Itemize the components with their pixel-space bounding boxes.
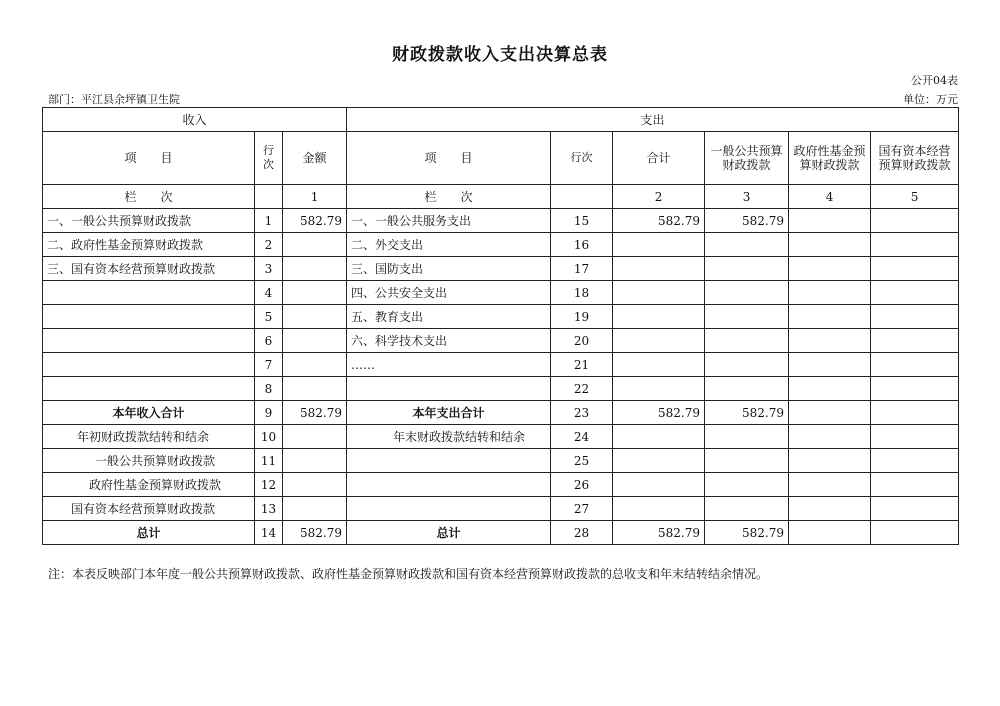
expense-line-cell: 26	[551, 473, 613, 497]
general-budget-cell	[705, 305, 789, 329]
general-budget-cell	[705, 329, 789, 353]
expense-col-index-label: 栏 次	[347, 185, 551, 209]
income-line-cell: 8	[255, 377, 283, 401]
table-row	[43, 233, 959, 257]
income-line-cell: 10	[255, 425, 283, 449]
general-budget-cell: 582.79	[705, 521, 789, 545]
expense-line-cell: 18	[551, 281, 613, 305]
income-item-cell: 本年收入合计	[43, 401, 255, 425]
soe-budget-cell	[871, 353, 959, 377]
income-amount-cell	[283, 329, 347, 353]
expense-item-cell: ……	[347, 353, 551, 377]
column-index-row	[43, 185, 959, 209]
header-row-sections	[43, 108, 959, 132]
income-item-cell: 政府性基金预算财政拨款	[43, 473, 255, 497]
soe-budget-cell	[871, 425, 959, 449]
soe-budget-cell	[871, 377, 959, 401]
expense-item-cell	[347, 497, 551, 521]
fund-budget-cell	[789, 425, 871, 449]
soe-budget-cell	[871, 329, 959, 353]
expense-total-cell: 582.79	[613, 521, 705, 545]
soe-budget-cell	[871, 473, 959, 497]
col-index-4: 4	[789, 185, 871, 209]
general-budget-cell	[705, 353, 789, 377]
soe-budget-cell	[871, 401, 959, 425]
fund-budget-cell	[789, 257, 871, 281]
expense-total-cell	[613, 353, 705, 377]
table-row	[43, 425, 959, 449]
income-line-cell: 12	[255, 473, 283, 497]
income-line-cell: 11	[255, 449, 283, 473]
table-row	[43, 473, 959, 497]
income-item-cell: 一、一般公共预算财政拨款	[43, 209, 255, 233]
page-title: 财政拨款收入支出决算总表	[392, 45, 608, 65]
soe-budget-header: 国有资本经营预算财政拨款	[871, 132, 959, 185]
header-row-columns	[43, 132, 959, 185]
table-row	[43, 401, 959, 425]
form-code: 公开04表	[911, 74, 958, 87]
expense-line-cell: 27	[551, 497, 613, 521]
income-item-cell: 一般公共预算财政拨款	[43, 449, 255, 473]
expense-total-cell	[613, 233, 705, 257]
general-budget-cell	[705, 233, 789, 257]
income-amount-cell	[283, 497, 347, 521]
general-budget-cell: 582.79	[705, 401, 789, 425]
expense-line-cell: 24	[551, 425, 613, 449]
soe-budget-cell	[871, 209, 959, 233]
fund-budget-cell	[789, 209, 871, 233]
table-row	[43, 449, 959, 473]
income-line-header: 行次	[255, 132, 283, 185]
footnote: 注：本表反映部门本年度一般公共预算财政拨款、政府性基金预算财政拨款和国有资本经营预算财政拨款的总收支和年末结转结余情况。	[48, 567, 769, 581]
general-budget-header: 一般公共预算财政拨款	[705, 132, 789, 185]
expense-col-index-line	[551, 185, 613, 209]
general-budget-cell	[705, 449, 789, 473]
soe-budget-cell	[871, 233, 959, 257]
soe-budget-cell	[871, 497, 959, 521]
expense-total-cell	[613, 377, 705, 401]
income-amount-cell: 582.79	[283, 209, 347, 233]
general-budget-cell	[705, 257, 789, 281]
income-item-cell: 三、国有资本经营预算财政拨款	[43, 257, 255, 281]
income-amount-cell	[283, 473, 347, 497]
expense-total-cell: 582.79	[613, 401, 705, 425]
income-item-cell	[43, 305, 255, 329]
table-row	[43, 257, 959, 281]
expense-item-cell: 本年支出合计	[347, 401, 551, 425]
expense-item-cell: 五、教育支出	[347, 305, 551, 329]
fund-budget-cell	[789, 449, 871, 473]
expense-item-cell: 六、科学技术支出	[347, 329, 551, 353]
expense-item-cell: 一、一般公共服务支出	[347, 209, 551, 233]
income-amount-cell	[283, 425, 347, 449]
unit-label: 单位：万元	[903, 93, 958, 106]
expense-line-cell: 15	[551, 209, 613, 233]
income-line-cell: 5	[255, 305, 283, 329]
income-item-cell: 二、政府性基金预算财政拨款	[43, 233, 255, 257]
budget-summary-table	[42, 107, 959, 545]
income-line-cell: 4	[255, 281, 283, 305]
income-section-header: 收入	[43, 108, 347, 132]
table-row	[43, 521, 959, 545]
fund-budget-header: 政府性基金预算财政拨款	[789, 132, 871, 185]
expense-total-cell	[613, 473, 705, 497]
income-amount-cell	[283, 257, 347, 281]
col-index-3: 3	[705, 185, 789, 209]
income-amount-cell: 582.79	[283, 401, 347, 425]
table-body	[43, 209, 959, 545]
table-row	[43, 305, 959, 329]
income-item-cell: 年初财政拨款结转和结余	[43, 425, 255, 449]
income-item-cell	[43, 377, 255, 401]
expense-item-cell: 四、公共安全支出	[347, 281, 551, 305]
table-row	[43, 209, 959, 233]
income-amount-cell	[283, 233, 347, 257]
department-label: 部门：平江县余坪镇卫生院	[48, 93, 180, 106]
expense-line-cell: 25	[551, 449, 613, 473]
expense-item-cell: 年末财政拨款结转和结余	[347, 425, 551, 449]
expense-line-cell: 16	[551, 233, 613, 257]
expense-line-cell: 17	[551, 257, 613, 281]
income-item-cell	[43, 353, 255, 377]
income-item-cell: 总计	[43, 521, 255, 545]
expense-item-cell	[347, 449, 551, 473]
income-item-cell	[43, 281, 255, 305]
general-budget-cell: 582.79	[705, 209, 789, 233]
expense-line-header: 行次	[551, 132, 613, 185]
income-line-cell: 7	[255, 353, 283, 377]
expense-line-cell: 21	[551, 353, 613, 377]
income-item-cell: 国有资本经营预算财政拨款	[43, 497, 255, 521]
expense-total-cell	[613, 329, 705, 353]
income-amount-cell	[283, 305, 347, 329]
table-row	[43, 497, 959, 521]
income-line-cell: 2	[255, 233, 283, 257]
fund-budget-cell	[789, 473, 871, 497]
table-row	[43, 329, 959, 353]
expense-item-cell	[347, 473, 551, 497]
income-amount-cell	[283, 449, 347, 473]
income-amount-cell: 582.79	[283, 521, 347, 545]
expense-item-cell: 总计	[347, 521, 551, 545]
table-row	[43, 281, 959, 305]
soe-budget-cell	[871, 281, 959, 305]
general-budget-cell	[705, 497, 789, 521]
expense-total-cell	[613, 425, 705, 449]
general-budget-cell	[705, 425, 789, 449]
table-row	[43, 377, 959, 401]
soe-budget-cell	[871, 305, 959, 329]
soe-budget-cell	[871, 449, 959, 473]
expense-total-header: 合计	[613, 132, 705, 185]
income-col-index-label: 栏 次	[43, 185, 255, 209]
table-row	[43, 353, 959, 377]
income-amount-cell	[283, 353, 347, 377]
expense-section-header: 支出	[347, 108, 959, 132]
expense-total-cell	[613, 449, 705, 473]
income-line-cell: 3	[255, 257, 283, 281]
col-index-5: 5	[871, 185, 959, 209]
fund-budget-cell	[789, 233, 871, 257]
expense-line-cell: 23	[551, 401, 613, 425]
fund-budget-cell	[789, 377, 871, 401]
income-line-cell: 9	[255, 401, 283, 425]
expense-line-cell: 28	[551, 521, 613, 545]
general-budget-cell	[705, 473, 789, 497]
general-budget-cell	[705, 377, 789, 401]
income-line-cell: 13	[255, 497, 283, 521]
income-line-cell: 1	[255, 209, 283, 233]
income-amount-header: 金额	[283, 132, 347, 185]
expense-item-cell: 二、外交支出	[347, 233, 551, 257]
expense-line-cell: 20	[551, 329, 613, 353]
expense-total-cell	[613, 497, 705, 521]
expense-total-cell	[613, 281, 705, 305]
general-budget-cell	[705, 281, 789, 305]
income-item-header: 项 目	[43, 132, 255, 185]
income-col-index-line	[255, 185, 283, 209]
fund-budget-cell	[789, 305, 871, 329]
expense-total-cell	[613, 305, 705, 329]
soe-budget-cell	[871, 521, 959, 545]
fund-budget-cell	[789, 353, 871, 377]
income-line-cell: 6	[255, 329, 283, 353]
income-amount-cell	[283, 281, 347, 305]
income-line-cell: 14	[255, 521, 283, 545]
col-index-1: 1	[283, 185, 347, 209]
income-item-cell	[43, 329, 255, 353]
expense-total-cell	[613, 257, 705, 281]
expense-line-cell: 22	[551, 377, 613, 401]
fund-budget-cell	[789, 281, 871, 305]
expense-total-cell: 582.79	[613, 209, 705, 233]
fund-budget-cell	[789, 329, 871, 353]
income-amount-cell	[283, 377, 347, 401]
soe-budget-cell	[871, 257, 959, 281]
expense-item-cell	[347, 377, 551, 401]
fund-budget-cell	[789, 401, 871, 425]
expense-item-cell: 三、国防支出	[347, 257, 551, 281]
fund-budget-cell	[789, 497, 871, 521]
col-index-2: 2	[613, 185, 705, 209]
expense-line-cell: 19	[551, 305, 613, 329]
expense-item-header: 项 目	[347, 132, 551, 185]
fund-budget-cell	[789, 521, 871, 545]
